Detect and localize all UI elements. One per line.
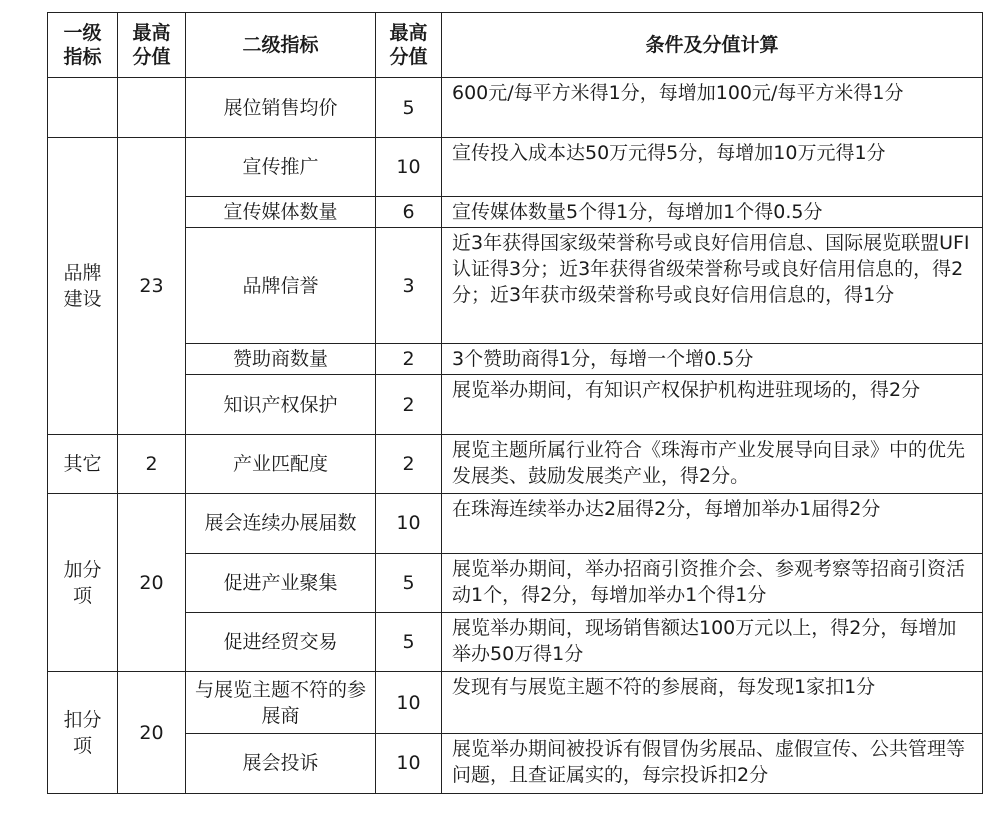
score-cell: 2	[376, 344, 442, 375]
max1-cell	[118, 78, 186, 137]
header-row	[48, 13, 983, 78]
level2-cell: 促进经贸交易	[186, 613, 376, 672]
score-cell: 10	[376, 137, 442, 196]
level1-cell	[48, 78, 118, 137]
score-cell: 10	[376, 493, 442, 553]
level2-cell: 展会投诉	[186, 733, 376, 793]
scoring-table-sheet	[47, 12, 982, 794]
max1-cell: 23	[118, 137, 186, 434]
condition-cell: 展览主题所属行业符合《珠海市产业发展导向目录》中的优先发展类、鼓励发展类产业，得2分。	[442, 434, 983, 493]
level2-cell: 宣传媒体数量	[186, 196, 376, 227]
condition-cell: 展览举办期间被投诉有假冒伪劣展品、虚假宣传、公共管理等问题，且查证属实的，每宗投诉扣2分	[442, 733, 983, 793]
level1-cell: 扣分 项	[48, 672, 118, 794]
condition-cell: 宣传投入成本达50万元得5分，每增加10万元得1分	[442, 137, 983, 196]
level2-cell: 赞助商数量	[186, 344, 376, 375]
score-cell: 6	[376, 196, 442, 227]
score-cell: 5	[376, 554, 442, 613]
level2-cell: 品牌信誉	[186, 227, 376, 343]
score-cell: 3	[376, 227, 442, 343]
level2-cell: 知识产权保护	[186, 375, 376, 434]
table-row	[48, 137, 983, 196]
table-row	[48, 78, 983, 137]
level1-cell: 其它	[48, 434, 118, 493]
level2-cell: 产业匹配度	[186, 434, 376, 493]
header-max2: 最高 分值	[376, 13, 442, 78]
level2-cell: 展会连续办展届数	[186, 493, 376, 553]
header-level2: 二级指标	[186, 13, 376, 78]
score-cell: 10	[376, 733, 442, 793]
score-cell: 2	[376, 375, 442, 434]
level1-cell: 品牌 建设	[48, 137, 118, 434]
level2-cell: 与展览主题不符的参展商	[186, 672, 376, 733]
level2-cell: 宣传推广	[186, 137, 376, 196]
score-cell: 5	[376, 78, 442, 137]
condition-cell: 600元/每平方米得1分，每增加100元/每平方米得1分	[442, 78, 983, 137]
scoring-table	[47, 12, 983, 794]
table-row	[48, 672, 983, 733]
header-max1: 最高 分值	[118, 13, 186, 78]
condition-cell: 发现有与展览主题不符的参展商，每发现1家扣1分	[442, 672, 983, 733]
table-row	[48, 613, 983, 672]
condition-cell: 3个赞助商得1分，每增一个增0.5分	[442, 344, 983, 375]
condition-cell: 展览举办期间，有知识产权保护机构进驻现场的，得2分	[442, 375, 983, 434]
header-condition: 条件及分值计算	[442, 13, 983, 78]
table-row	[48, 196, 983, 227]
table-row	[48, 227, 983, 343]
max1-cell: 20	[118, 493, 186, 672]
level1-cell: 加分 项	[48, 493, 118, 672]
table-row	[48, 733, 983, 793]
table-row	[48, 375, 983, 434]
table-row	[48, 344, 983, 375]
level2-cell: 展位销售均价	[186, 78, 376, 137]
table-row	[48, 493, 983, 553]
level2-cell: 促进产业聚集	[186, 554, 376, 613]
score-cell: 5	[376, 613, 442, 672]
condition-cell: 展览举办期间，举办招商引资推介会、参观考察等招商引资活动1个，得2分，每增加举办1个得1分	[442, 554, 983, 613]
max1-cell: 2	[118, 434, 186, 493]
condition-cell: 展览举办期间，现场销售额达100万元以上，得2分，每增加举办50万得1分	[442, 613, 983, 672]
header-level1: 一级 指标	[48, 13, 118, 78]
table-row	[48, 554, 983, 613]
score-cell: 2	[376, 434, 442, 493]
condition-cell: 宣传媒体数量5个得1分，每增加1个得0.5分	[442, 196, 983, 227]
score-cell: 10	[376, 672, 442, 733]
condition-cell: 近3年获得国家级荣誉称号或良好信用信息、国际展览联盟UFI认证得3分；近3年获得省级荣誉称号或良好信用信息的，得2分；近3年获市级荣誉称号或良好信用信息的，得1分	[442, 227, 983, 343]
condition-cell: 在珠海连续举办达2届得2分，每增加举办1届得2分	[442, 493, 983, 553]
table-row	[48, 434, 983, 493]
max1-cell: 20	[118, 672, 186, 794]
